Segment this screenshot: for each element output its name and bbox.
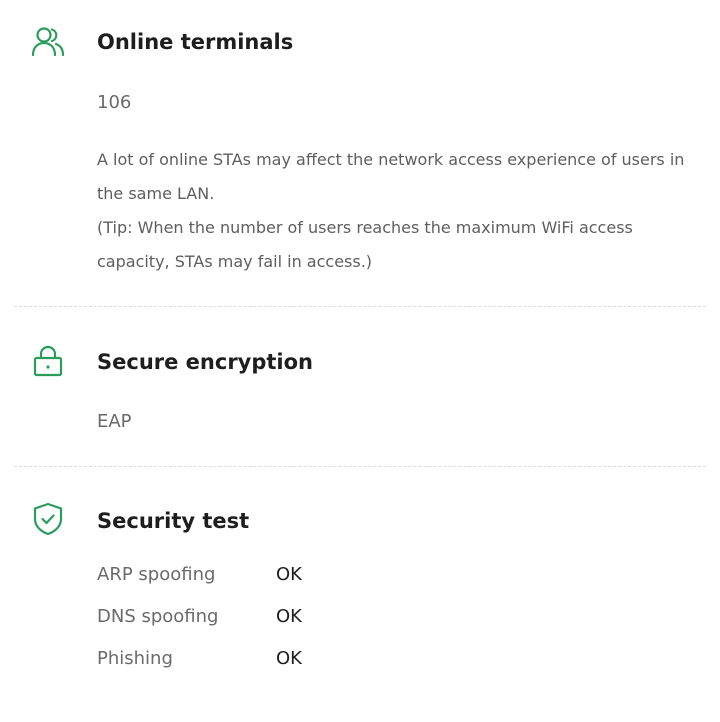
online-terminals-section xyxy=(0,0,720,300)
online-terminals-count: 106 xyxy=(97,92,132,113)
encryption-type: EAP xyxy=(97,411,132,432)
secure-encryption-title: Secure encryption xyxy=(97,350,314,374)
online-terminals-title: Online terminals xyxy=(97,30,294,54)
online-terminals-description xyxy=(97,143,697,279)
test-row-phishing xyxy=(97,648,497,674)
description-warning: A lot of online STAs may affect the network access experience of users in the same LAN. xyxy=(97,150,685,203)
security-test-section xyxy=(0,467,720,722)
lock-icon xyxy=(30,343,66,379)
users-icon xyxy=(30,24,66,60)
security-test-title: Security test xyxy=(97,509,250,533)
test-label: Phishing xyxy=(97,648,173,669)
test-label: ARP spoofing xyxy=(97,564,216,585)
test-row-dns-spoofing xyxy=(97,606,497,632)
test-row-arp-spoofing xyxy=(97,564,497,590)
test-status: OK xyxy=(276,606,302,627)
shield-check-icon xyxy=(30,501,66,537)
test-status: OK xyxy=(276,648,302,669)
test-label: DNS spoofing xyxy=(97,606,219,627)
test-status: OK xyxy=(276,564,302,585)
secure-encryption-section xyxy=(0,307,720,465)
description-tip: (Tip: When the number of users reaches the maximum WiFi access capacity, STAs may fail in access.) xyxy=(97,218,633,271)
